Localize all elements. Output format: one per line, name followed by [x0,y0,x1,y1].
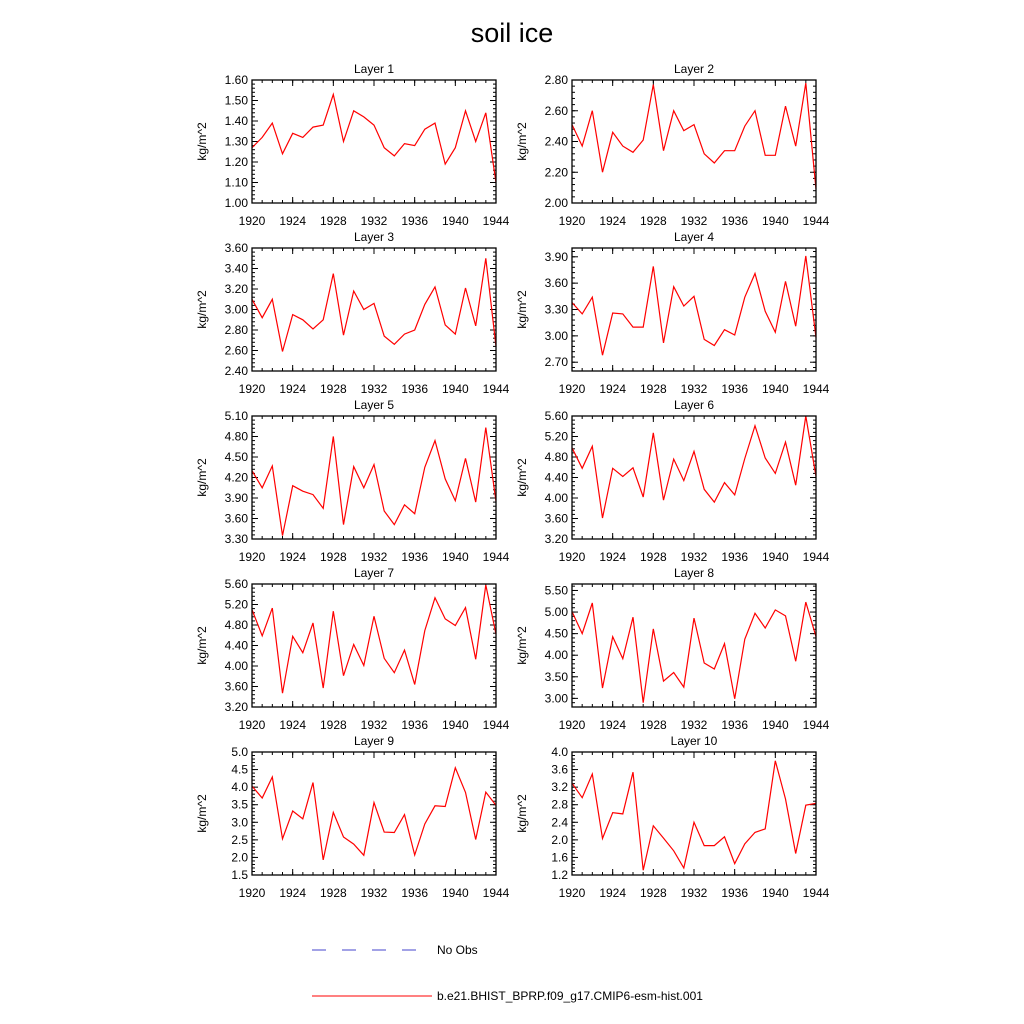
series-line [572,83,816,189]
y-tick-label: 2.80 [544,73,568,87]
x-tick-label: 1944 [802,550,830,564]
series-line [572,256,816,355]
x-tick-label: 1936 [721,550,749,564]
y-tick-label: 4.50 [544,626,568,641]
series-line [252,258,496,351]
y-axis-label: kg/m^2 [515,626,529,665]
x-tick-label: 1944 [482,718,510,732]
y-tick-label: 2.5 [231,832,248,847]
x-tick-label: 1944 [482,886,510,900]
y-tick-label: 2.8 [551,797,568,812]
panel-frame [252,248,496,371]
y-tick-label: 3.0 [231,815,248,830]
x-tick-label: 1932 [360,382,388,396]
x-tick-label: 1928 [639,214,667,228]
y-tick-label: 3.20 [224,282,248,296]
x-tick-label: 1944 [482,382,510,396]
x-tick-label: 1932 [360,718,388,732]
y-tick-label: 5.00 [544,605,568,620]
panel-title: Layer 1 [353,62,395,76]
panel-frame [252,416,496,539]
series-line [572,761,816,870]
x-tick-label: 1928 [639,886,667,900]
y-tick-label: 4.5 [231,762,248,777]
y-tick-label: 4.50 [224,450,248,464]
panel-title: Layer 8 [673,566,715,580]
panel-layer-5 [195,398,510,564]
x-tick-label: 1924 [599,382,627,396]
panel-frame [572,80,816,203]
y-tick-label: 3.60 [224,511,248,526]
x-tick-label: 1936 [401,214,429,228]
x-tick-label: 1928 [639,718,667,732]
x-tick-label: 1924 [279,382,307,396]
y-axis-label: kg/m^2 [195,122,209,161]
x-tick-label: 1920 [238,886,266,900]
x-tick-label: 1936 [401,550,429,564]
x-tick-label: 1924 [279,214,307,228]
x-tick-label: 1936 [721,886,749,900]
y-tick-label: 2.0 [231,850,248,865]
series-line [252,768,496,860]
series-line [572,602,816,703]
x-tick-label: 1920 [238,382,266,396]
y-tick-label: 4.00 [224,659,248,673]
x-tick-label: 1936 [721,382,749,396]
y-axis-label: kg/m^2 [195,458,209,497]
x-tick-label: 1920 [238,718,266,732]
x-tick-label: 1920 [558,214,586,228]
y-tick-label: 5.20 [224,597,248,612]
x-tick-label: 1940 [761,382,789,396]
series-line [252,428,496,536]
y-axis-label: kg/m^2 [195,290,209,329]
panels-group [195,62,830,900]
x-tick-label: 1924 [599,886,627,900]
y-tick-label: 3.40 [224,261,248,276]
panel-title: Layer 3 [353,230,395,244]
panel-frame [572,584,816,707]
y-tick-label: 3.6 [551,762,568,777]
y-tick-label: 3.5 [231,797,248,812]
legend [312,943,703,1003]
y-tick-label: 1.2 [551,868,568,882]
y-tick-label: 4.80 [224,429,248,444]
y-tick-label: 3.50 [544,669,568,684]
y-tick-label: 3.00 [544,328,568,343]
x-tick-label: 1944 [482,550,510,564]
panel-title: Layer 9 [353,734,395,748]
y-tick-label: 5.0 [231,745,248,759]
y-tick-label: 4.0 [231,780,248,795]
x-tick-label: 1940 [441,214,469,228]
x-tick-label: 1940 [761,550,789,564]
x-tick-label: 1932 [360,550,388,564]
x-tick-label: 1940 [441,550,469,564]
panel-title: Layer 7 [353,566,395,580]
x-tick-label: 1932 [680,886,708,900]
y-tick-label: 4.40 [224,638,248,653]
panel-layer-3 [195,230,510,396]
y-tick-label: 5.60 [544,409,568,423]
y-tick-label: 1.20 [224,155,248,169]
x-tick-label: 1944 [482,214,510,228]
y-tick-label: 3.60 [544,276,568,291]
panel-title: Layer 6 [673,398,715,412]
y-tick-label: 4.0 [551,745,568,759]
x-tick-label: 1940 [761,886,789,900]
x-tick-label: 1944 [802,214,830,228]
y-tick-label: 2.0 [551,832,568,847]
x-tick-label: 1940 [761,718,789,732]
x-tick-label: 1928 [639,382,667,396]
x-tick-label: 1944 [802,718,830,732]
panel-frame [252,584,496,707]
panel-layer-6 [515,398,830,564]
x-tick-label: 1944 [802,382,830,396]
panel-title: Layer 5 [353,398,395,412]
legend-obs-label: No Obs [437,943,478,957]
x-tick-label: 1920 [558,382,586,396]
x-tick-label: 1940 [441,718,469,732]
y-tick-label: 3.90 [224,491,248,505]
x-tick-label: 1936 [401,382,429,396]
x-tick-label: 1936 [721,214,749,228]
y-tick-label: 3.90 [544,249,568,264]
y-tick-label: 3.30 [224,532,248,546]
x-tick-label: 1920 [238,550,266,564]
series-line [252,94,496,182]
y-tick-label: 2.80 [224,323,248,337]
x-tick-label: 1924 [599,214,627,228]
panel-layer-4 [515,230,830,396]
x-tick-label: 1936 [401,718,429,732]
x-tick-label: 1920 [558,718,586,732]
y-tick-label: 1.5 [231,868,248,882]
x-tick-label: 1924 [279,550,307,564]
y-tick-label: 2.4 [551,815,568,830]
panel-title: Layer 2 [673,62,715,76]
y-tick-label: 2.20 [544,165,568,180]
y-tick-label: 1.00 [224,196,248,210]
x-tick-label: 1928 [319,214,347,228]
x-tick-label: 1928 [319,550,347,564]
x-tick-label: 1932 [360,886,388,900]
panel-title: Layer 10 [670,734,718,748]
y-tick-label: 2.40 [224,364,248,378]
y-tick-label: 2.60 [224,343,248,358]
y-axis-label: kg/m^2 [515,290,529,329]
y-tick-label: 5.60 [224,577,248,591]
x-tick-label: 1936 [401,886,429,900]
y-tick-label: 3.60 [544,511,568,526]
panel-layer-7 [195,566,510,732]
panel-title: Layer 4 [673,230,715,244]
y-tick-label: 3.2 [551,780,568,795]
x-tick-label: 1932 [680,382,708,396]
panel-layer-1 [195,62,510,228]
y-tick-label: 4.80 [224,618,248,632]
x-tick-label: 1936 [721,718,749,732]
x-tick-label: 1924 [599,550,627,564]
y-tick-label: 3.20 [544,532,568,546]
y-tick-label: 2.40 [544,134,568,149]
panel-layer-8 [515,566,830,732]
x-tick-label: 1924 [599,718,627,732]
y-tick-label: 1.60 [224,73,248,87]
x-tick-label: 1928 [639,550,667,564]
y-axis-label: kg/m^2 [515,794,529,833]
x-tick-label: 1932 [680,214,708,228]
y-tick-label: 1.6 [551,850,568,865]
y-tick-label: 4.00 [544,648,568,663]
y-tick-label: 1.30 [224,134,248,149]
x-tick-label: 1924 [279,886,307,900]
legend-model-label: b.e21.BHIST_BPRP.f09_g17.CMIP6-esm-hist.001 [437,989,703,1003]
y-tick-label: 4.80 [544,450,568,464]
x-tick-label: 1940 [441,886,469,900]
x-tick-label: 1924 [279,718,307,732]
series-line [572,416,816,518]
x-tick-label: 1940 [761,214,789,228]
y-tick-label: 3.00 [544,691,568,706]
y-axis-label: kg/m^2 [195,626,209,665]
x-tick-label: 1920 [558,550,586,564]
y-tick-label: 5.10 [224,409,248,423]
y-tick-label: 4.00 [544,491,568,505]
y-tick-label: 3.60 [224,241,248,255]
x-tick-label: 1928 [319,886,347,900]
panel-frame [572,416,816,539]
panel-layer-2 [515,62,830,228]
x-tick-label: 1928 [319,718,347,732]
y-tick-label: 4.40 [544,470,568,485]
y-tick-label: 2.60 [544,103,568,118]
panel-frame [572,752,816,875]
panel-frame [252,752,496,875]
x-tick-label: 1944 [802,886,830,900]
figure-title: soil ice [470,18,554,48]
x-tick-label: 1932 [680,718,708,732]
y-tick-label: 5.50 [544,583,568,598]
y-tick-label: 3.20 [224,700,248,714]
x-tick-label: 1932 [680,550,708,564]
panel-layer-9 [195,734,510,900]
y-tick-label: 2.70 [544,355,568,370]
y-axis-label: kg/m^2 [515,458,529,497]
y-tick-label: 3.60 [224,679,248,694]
y-tick-label: 2.00 [544,196,568,210]
y-tick-label: 1.10 [224,175,248,190]
y-tick-label: 1.50 [224,93,248,108]
y-tick-label: 3.30 [544,302,568,317]
x-tick-label: 1928 [319,382,347,396]
panel-layer-10 [515,734,830,900]
x-tick-label: 1940 [441,382,469,396]
x-tick-label: 1920 [238,214,266,228]
series-line [252,585,496,693]
y-tick-label: 3.00 [224,302,248,317]
y-axis-label: kg/m^2 [515,122,529,161]
x-tick-label: 1932 [360,214,388,228]
x-tick-label: 1920 [558,886,586,900]
y-axis-label: kg/m^2 [195,794,209,833]
y-tick-label: 4.20 [224,470,248,485]
y-tick-label: 1.40 [224,114,248,128]
y-tick-label: 5.20 [544,429,568,444]
